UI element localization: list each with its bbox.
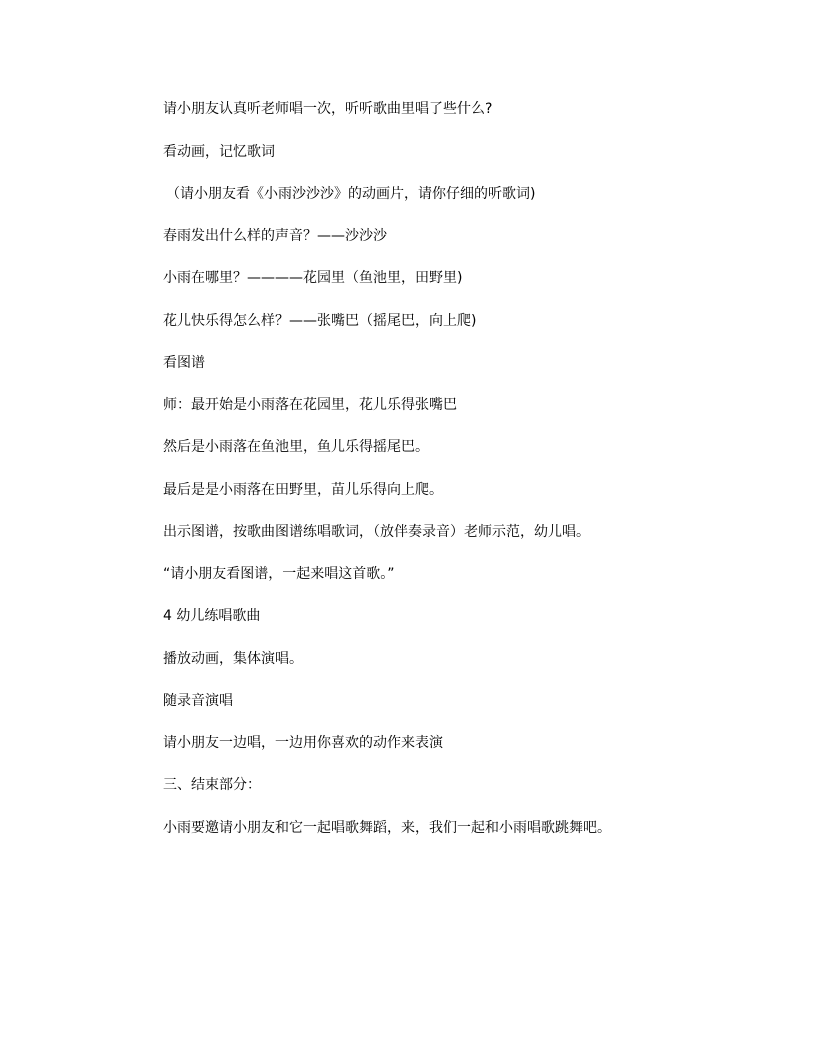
paragraph-listen-instruction: 请小朋友认真听老师唱一次，听听歌曲里唱了些什么? bbox=[163, 101, 493, 117]
paragraph-finally: 最后是是小雨落在田野里，苗儿乐得向上爬。 bbox=[163, 482, 443, 498]
paragraph-practice-heading: 4 幼儿练唱歌曲 bbox=[163, 608, 261, 624]
paragraph-dance-invite: 小雨要邀请小朋友和它一起唱歌舞蹈，来，我们一起和小雨唱歌跳舞吧。 bbox=[163, 820, 611, 836]
paragraph-see-chart: 看图谱 bbox=[163, 355, 205, 371]
paragraph-rain-sound: 春雨发出什么样的声音？——沙沙沙 bbox=[163, 228, 387, 244]
paragraph-rain-where: 小雨在哪里？————花园里（鱼池里，田野里) bbox=[163, 270, 463, 286]
paragraph-teacher-first: 师：最开始是小雨落在花园里，花儿乐得张嘴巴 bbox=[163, 397, 457, 413]
paragraph-show-chart: 出示图谱，按歌曲图谱练唱歌词，（放伴奏录音）老师示范，幼儿唱。 bbox=[163, 524, 590, 540]
paragraph-watch-animation: 看动画，记忆歌词 bbox=[163, 144, 275, 160]
paragraph-then: 然后是小雨落在鱼池里，鱼儿乐得摇尾巴。 bbox=[163, 439, 429, 455]
paragraph-play-animation: 播放动画，集体演唱。 bbox=[163, 651, 303, 667]
paragraph-flower-happy: 花儿快乐得怎么样？——张嘴巴（摇尾巴，向上爬) bbox=[163, 313, 477, 329]
paragraph-animation-note: （请小朋友看《小雨沙沙沙》的动画片，请你仔细的听歌词) bbox=[166, 186, 536, 202]
paragraph-sing-together: “请小朋友看图谱，一起来唱这首歌。” bbox=[163, 566, 395, 582]
paragraph-sing-and-act: 请小朋友一边唱，一边用你喜欢的动作来表演 bbox=[163, 735, 443, 751]
paragraph-ending-heading: 三、结束部分： bbox=[163, 777, 261, 793]
paragraph-sing-with-recording: 随录音演唱 bbox=[163, 693, 233, 709]
